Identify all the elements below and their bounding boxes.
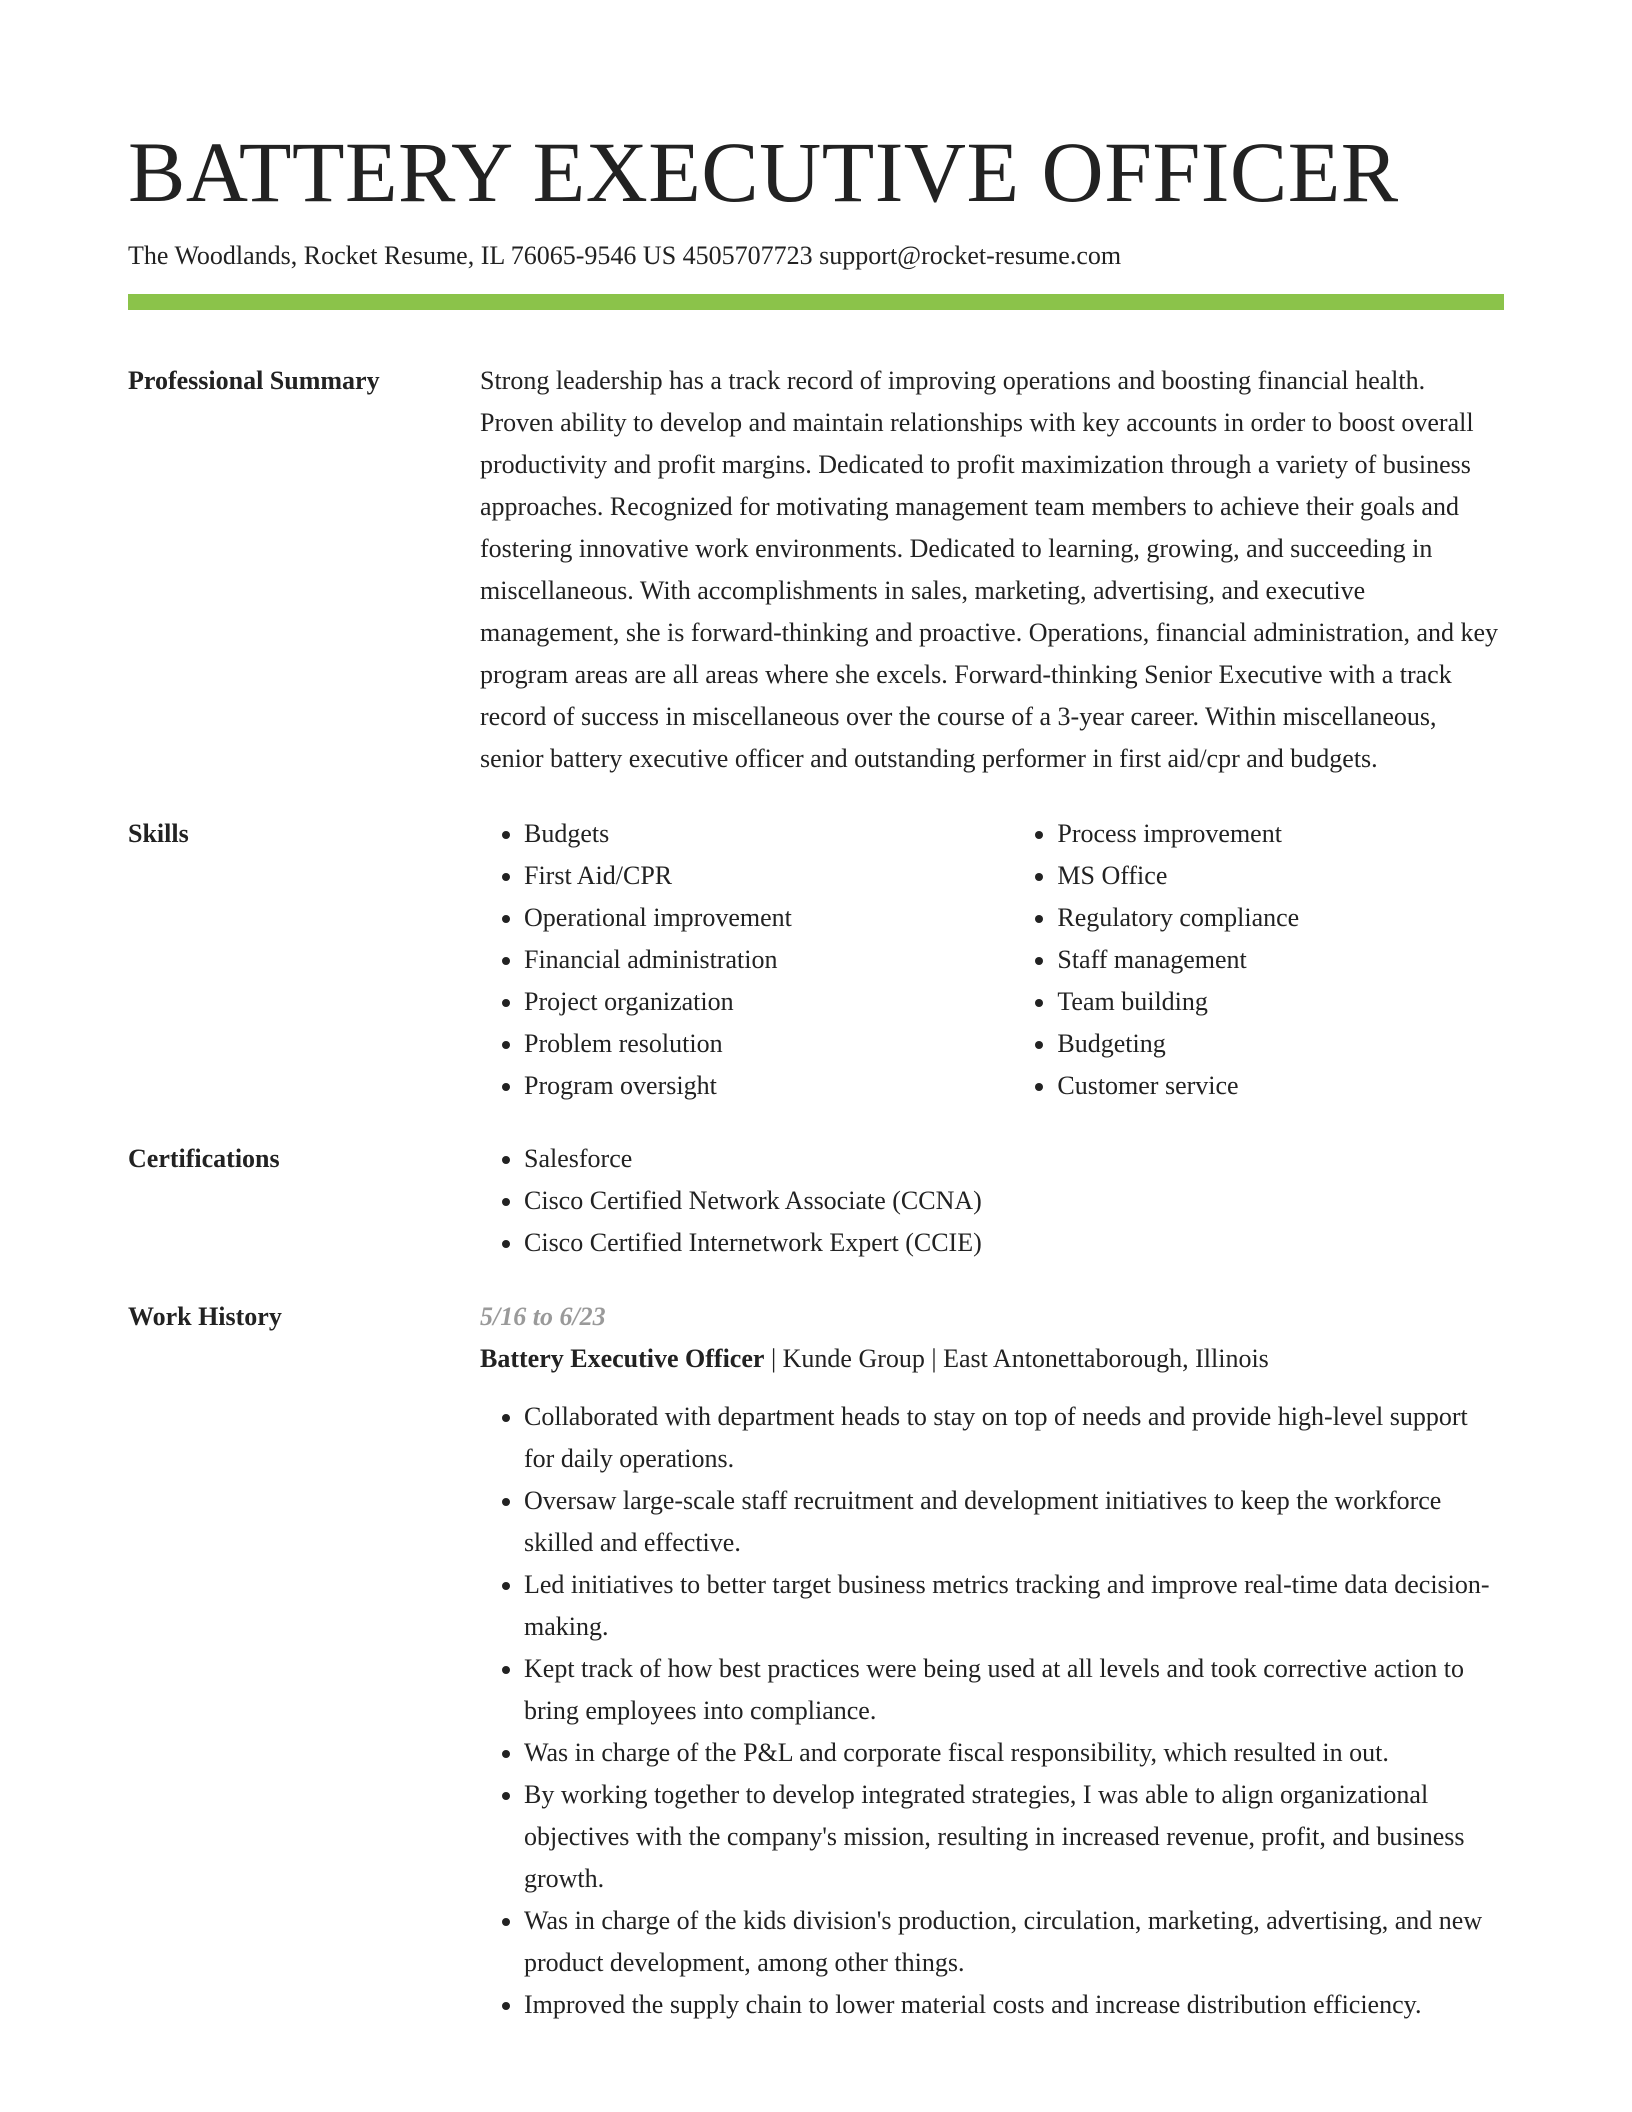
certification-item: • Cisco Certified Internetwork Expert (CCIE) xyxy=(524,1222,1504,1264)
skills-list-left xyxy=(480,813,1013,1107)
certifications-section xyxy=(128,1138,1504,1264)
job-dates: 5/16 to 6/23 xyxy=(480,1302,606,1331)
job-company-location: | Kunde Group | East Antonettaborough, Illinois xyxy=(764,1344,1269,1373)
skills-list-right xyxy=(1013,813,1504,1107)
skill-item: • Regulatory compliance xyxy=(1057,897,1504,939)
certification-item: • Cisco Certified Network Associate (CCNA) xyxy=(524,1180,1504,1222)
skill-item: • Project organization xyxy=(524,981,1013,1023)
skill-item: • First Aid/CPR xyxy=(524,855,1013,897)
skill-item: • Process improvement xyxy=(1057,813,1504,855)
skill-item: • Budgets xyxy=(524,813,1013,855)
duty-item: • Was in charge of the P&L and corporate fiscal responsibility, which resulted in out. xyxy=(524,1732,1504,1774)
skill-item: • Operational improvement xyxy=(524,897,1013,939)
duty-item: • By working together to develop integrated strategies, I was able to align organizational objectives with the company's mission, resulting in increased revenue, profit, and business growth. xyxy=(524,1774,1504,1900)
work-history-section xyxy=(128,1296,1504,2026)
skill-item: • Problem resolution xyxy=(524,1023,1013,1065)
section-title-skills: Skills xyxy=(128,819,189,848)
professional-summary-section xyxy=(128,360,1504,780)
duty-item: • Collaborated with department heads to stay on top of needs and provide high-level support for daily operations. xyxy=(524,1396,1504,1480)
certifications-body xyxy=(480,1138,1504,1264)
work-history-body xyxy=(480,1296,1504,2026)
skill-item: • Financial administration xyxy=(524,939,1013,981)
resume-page xyxy=(128,0,1504,2026)
summary-body xyxy=(480,360,1504,780)
duty-item: • Improved the supply chain to lower material costs and increase distribution efficiency. xyxy=(524,1984,1504,2026)
skill-item: • Staff management xyxy=(1057,939,1504,981)
certifications-list xyxy=(480,1138,1504,1264)
skills-section xyxy=(128,813,1504,1107)
candidate-name: BATTERY EXECUTIVE OFFICER xyxy=(128,124,1399,220)
job-title: Battery Executive Officer xyxy=(480,1344,765,1373)
section-title-certifications: Certifications xyxy=(128,1144,280,1173)
skill-item: • Budgeting xyxy=(1057,1023,1504,1065)
skill-item: • Team building xyxy=(1057,981,1504,1023)
skills-grid xyxy=(480,813,1504,1107)
summary-text: Strong leadership has a track record of improving operations and boosting financial health. Proven ability to develop and maintain relationships with key accounts in order to boost overall productivity and profit margins. Dedicated to profit maximization through a variety of business approaches. Recognized for motivating management team members to achieve their goals and fostering innovative work environments. Dedicated to learning, growing, and succeeding in miscellaneous. With accomplishments in sales, marketing, advertising, and executive management, she is forward-thinking and proactive. Operations, financial administration, and key program areas are all areas where she excels. Forward-thinking Senior Executive with a track record of success in miscellaneous over the course of a 3-year career. Within miscellaneous, senior battery executive officer and outstanding performer in first aid/cpr and budgets. xyxy=(480,366,1499,773)
job-heading xyxy=(480,1338,1504,1380)
duty-item: • Led initiatives to better target business metrics tracking and improve real-time data decision-making. xyxy=(524,1564,1504,1648)
duty-item: • Was in charge of the kids division's production, circulation, marketing, advertising, and new product development, among other things. xyxy=(524,1900,1504,1984)
skill-item: • MS Office xyxy=(1057,855,1504,897)
certification-item: • Salesforce xyxy=(524,1138,1504,1180)
job-duties-list xyxy=(480,1396,1504,2026)
contact-line: The Woodlands, Rocket Resume, IL 76065-9546 US 4505707723 support@rocket-resume.com xyxy=(128,241,1122,270)
skill-item: • Program oversight xyxy=(524,1065,1013,1107)
skill-item: • Customer service xyxy=(1057,1065,1504,1107)
section-title-work-history: Work History xyxy=(128,1302,282,1331)
section-title-summary: Professional Summary xyxy=(128,366,380,395)
duty-item: • Kept track of how best practices were being used at all levels and took corrective action to bring employees into compliance. xyxy=(524,1648,1504,1732)
accent-divider xyxy=(128,294,1504,310)
duty-item: • Oversaw large-scale staff recruitment and development initiatives to keep the workforce skilled and effective. xyxy=(524,1480,1504,1564)
